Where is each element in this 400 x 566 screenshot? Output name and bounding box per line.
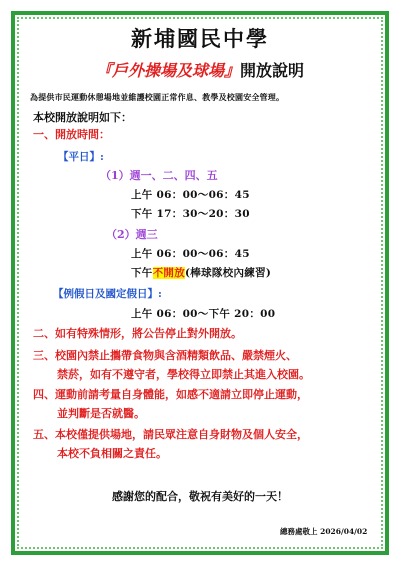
weekday-group1-am: 上午 06：00～06：45 <box>131 189 250 201</box>
weekday-group2-label: （2）週三 <box>106 228 158 241</box>
page-subtitle <box>0 63 400 79</box>
rule-2: 二、如有特殊情形，將公告停止對外開放。 <box>33 327 242 340</box>
rule-4-line-2: 並判斷是否就醫。 <box>57 407 145 420</box>
weekday-group1-label: （1）週一、二、四、五 <box>100 169 218 182</box>
rule-5-line-1: 五、本校僅提供場地，請民眾注意自身財物及個人安全， <box>33 428 308 441</box>
rule-3-line-1: 三、校園內禁止攜帶食物與含酒精類飲品、嚴禁煙火、 <box>33 349 297 362</box>
group2-pm-suffix: (棒球隊校內練習) <box>185 267 272 279</box>
weekday-group2-am: 上午 06：00～06：45 <box>131 248 250 260</box>
thanks-message: 感謝您的配合，敬祝有美好的一天！ <box>112 490 288 503</box>
weekday-group2-pm <box>131 268 271 279</box>
page-title: 新埔國民中學 <box>131 26 269 51</box>
holiday-time: 上午 06：00～下午 20：00 <box>131 308 276 320</box>
subtitle-name: 『戶外操場及球場』 <box>95 61 240 80</box>
rule-4-line-1: 四、運動前請考量自身體能，如感不適請立即停止運動， <box>33 388 308 401</box>
footer-signature: 總務處敬上 2026/04/02 <box>280 527 368 536</box>
intro-text: 本校開放說明如下： <box>33 111 132 124</box>
subtitle-suffix: 開放說明 <box>240 61 305 80</box>
group2-pm-prefix: 下午 <box>131 267 153 279</box>
weekday-label: 【平日】: <box>58 151 104 163</box>
not-open-highlight: 不開放 <box>152 267 186 279</box>
purpose-notice: 為提供市民運動休憩場地並維護校園正常作息、教學及校園安全管理。 <box>30 92 285 102</box>
section-opening-hours-heading: 一、開放時間： <box>33 128 110 141</box>
rule-5-line-2: 本校不負相關之責任。 <box>57 447 167 460</box>
rule-3-line-2: 禁菸，如有不遵守者，學校得立即禁止其進入校園。 <box>57 368 310 381</box>
holiday-label: 【例假日及國定假日】: <box>53 288 162 300</box>
weekday-group1-pm: 下午 17：30～20：30 <box>131 208 250 220</box>
